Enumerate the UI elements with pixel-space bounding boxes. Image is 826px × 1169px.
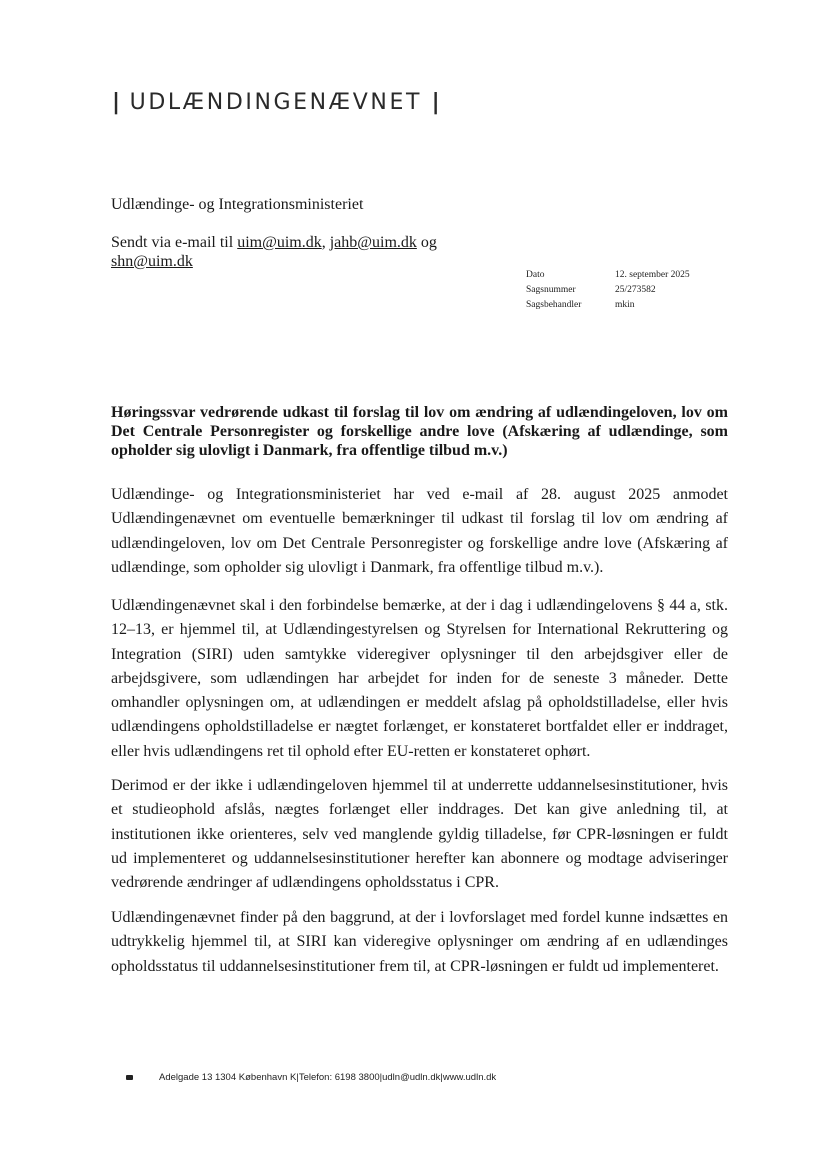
case-handler-label: Sagsbehandler [526, 300, 582, 310]
case-number-value: 25/273582 [615, 285, 656, 295]
date-label: Dato [526, 270, 545, 280]
body-paragraph-3: Derimod er der ikke i udlændingeloven hjemmel til at underrette uddannelsesinstitutioner, hvis et studieophold afslås, nægtes forlænget eller inddrages. Det kan give anledning til, at institutionen ikke orienteres, selv ved manglende gyldig tilladelse, før CPR-løsningen er fuldt ud implementeret og uddannelsesinstitutioner herefter kan abonnere og modtage adviseringer vedrørende ændringer af udlændingens opholdsstatus i CPR. [111, 777, 728, 892]
footer-address: Adelgade 13 1304 København K [159, 1072, 297, 1083]
footer-separator: | [379, 1072, 383, 1083]
meta-row-date [526, 268, 690, 283]
email-link-jahb[interactable]: jahb@uim.dk [329, 234, 417, 251]
sent-via-line [111, 233, 471, 271]
body-paragraph-4: Udlændingenævnet finder på den baggrund, at der i lovforslaget med fordel kunne indsættes en udtrykkelig hjemmel til, at SIRI kan videregive oplysninger om ændring af en udlændinges opholdsstatus til uddannelsesinstitutioner frem til, at CPR-løsningen er fuldt ud implementeret. [111, 909, 728, 975]
footer-phone: Telefon: 6198 3800 [298, 1072, 380, 1083]
recipient: Udlændinge- og Integrationsministeriet [111, 196, 364, 213]
body-paragraph-1: Udlændinge- og Integrationsministeriet har ved e-mail af 28. august 2025 anmodet Udlændingenævnet om eventuelle bemærkninger til udkast til forslag til lov om ændring af udlændingeloven, lov om Det Centrale Personregister og forskellige andre love (Afskæring af udlændinge, som opholder sig ulovligt i Danmark, fra offentlige tilbud m.v.). [111, 486, 728, 576]
footer [126, 1072, 496, 1083]
logo-text: UDLÆNDINGENÆVNET [129, 90, 422, 115]
footer-bullet-icon [126, 1075, 133, 1080]
logo-bar-right: | [431, 90, 440, 115]
logo-bar-left: | [112, 90, 121, 115]
date-value: 12. september 2025 [615, 270, 690, 280]
footer-website[interactable]: www.udln.dk [442, 1072, 497, 1083]
sent-prefix: Sendt via e-mail til [111, 234, 238, 251]
sent-and: og [416, 234, 437, 251]
body-paragraph-2: Udlændingenævnet skal i den forbindelse bemærke, at der i dag i udlændingelovens § 44 a, stk. 12–13, er hjemmel til, at Udlændingestyrelsen og Styrelsen for International Rekruttering og Integration (SIRI) uden samtykke videregiver oplysninger til den arbejdsgiver eller de arbejdsgivere, som udlændingen har arbejdet for inden for de seneste 3 måneder. Dette omhandler oplysningen om, at udlændingen er meddelt afslag på opholdstilladelse, eller hvis udlændingens opholdstilladelse er nægtet forlænget, er konstateret bortfaldet eller er inddraget, eller hvis udlændingens ret til ophold efter EU-retten er konstateret ophørt. [111, 597, 728, 760]
email-link-shn[interactable]: shn@uim.dk [111, 253, 193, 270]
logo [112, 90, 440, 115]
subject-heading: Høringssvar vedrørende udkast til forslag til lov om ændring af udlændingeloven, lov om Det Centrale Personregister og forskellige andre love (Afskæring af udlændinge, som opholder sig ulovligt i Danmark, fra offentlige tilbud m.v.) [111, 404, 728, 459]
case-metadata [526, 268, 690, 313]
sent-separator: , [321, 234, 330, 251]
email-link-uim[interactable]: uim@uim.dk [237, 234, 322, 251]
footer-email[interactable]: udln@udln.dk [382, 1072, 441, 1083]
case-number-label: Sagsnummer [526, 285, 576, 295]
meta-row-handler [526, 298, 690, 313]
footer-separator: | [440, 1072, 443, 1083]
footer-separator: | [296, 1072, 299, 1083]
meta-row-case [526, 283, 690, 298]
case-handler-value: mkin [615, 300, 635, 310]
